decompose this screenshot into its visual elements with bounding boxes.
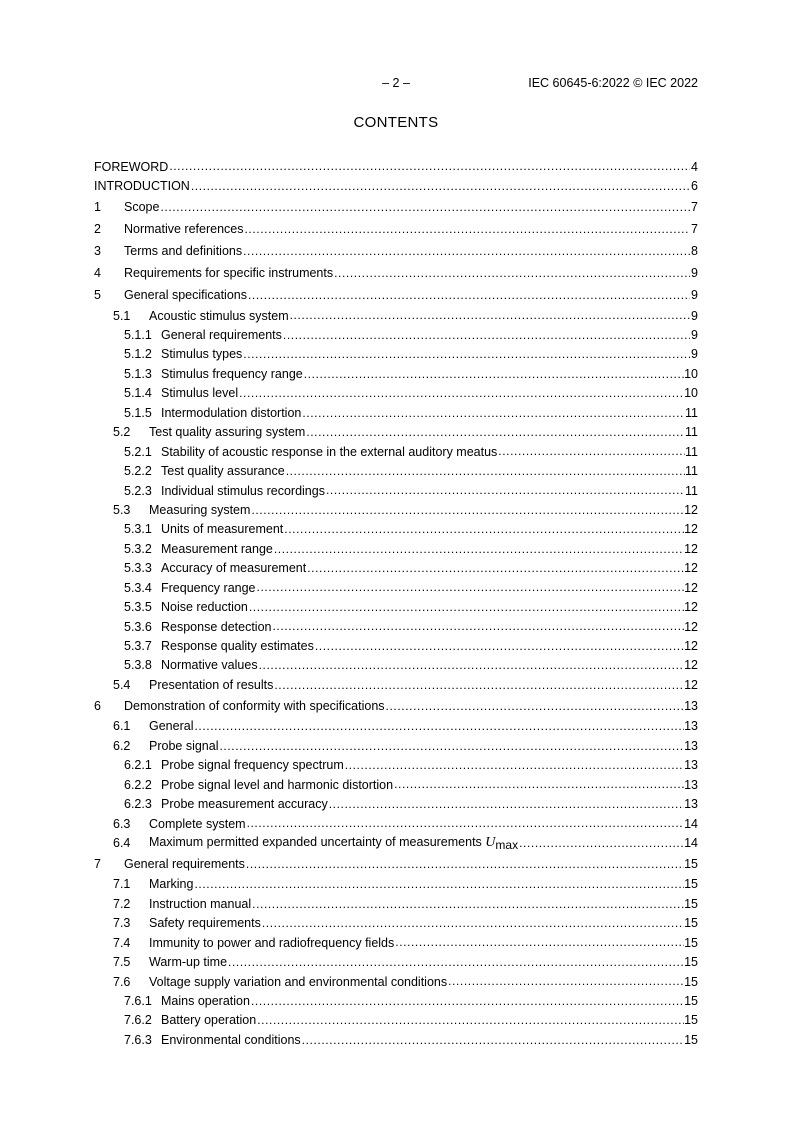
toc-entry-title [124,244,242,258]
toc-entry-title [124,200,159,214]
toc-entry[interactable] [94,384,698,403]
uncertainty-symbol: U [485,834,496,850]
toc-entry[interactable] [94,675,698,694]
toc-entry-number: 5.2.2 [124,464,152,479]
toc-entry[interactable] [94,423,698,442]
toc-entry-page: 12 [684,639,698,654]
toc-entry[interactable] [94,461,698,480]
toc-entry-title-text: Frequency range [161,580,256,595]
page-number: – 2 – [382,76,410,90]
toc-entry-title [161,484,325,498]
toc-entry[interactable] [94,695,698,717]
toc-entry-title-text: Stability of acoustic response in the external auditory meatus [161,444,498,459]
toc-entry-number: 7.6.2 [124,1013,152,1028]
toc-entry-page: 13 [684,719,698,734]
toc-entry-title [161,445,497,459]
toc-entry-number: 6.3 [113,816,131,831]
dot-leader [159,196,690,218]
toc-entry-number: 6.4 [113,835,131,850]
uncertainty-symbol-subscript: max [495,837,519,852]
toc-entry-title-text: Measurement range [161,541,273,556]
toc-entry-number: 7.5 [113,955,131,970]
toc-entry-number: 6.2.3 [124,797,152,812]
toc-entry-page: 12 [684,502,698,517]
dot-leader [258,656,685,675]
dot-leader [301,403,685,422]
toc-entry-title [149,936,394,950]
toc-entry[interactable] [94,717,698,736]
toc-entry-number: 6 [94,698,101,713]
dot-leader [246,814,685,833]
toc-entry-page: 15 [684,935,698,950]
toc-entry-title-text: Accuracy of measurement [161,561,307,576]
toc-entry-title-text: Battery operation [161,1013,257,1028]
toc-entry-title [149,503,250,517]
toc-entry-title-text: Noise reduction [161,600,248,615]
toc-entry-number: 5.2.3 [124,483,152,498]
toc-entry-page: 12 [684,541,698,556]
dot-leader [325,481,685,500]
toc-entry[interactable] [94,262,698,284]
toc-entry-page: 15 [684,1032,698,1047]
toc-entry-title-text: Normative references [124,221,244,236]
toc-entry[interactable] [94,284,698,306]
toc-entry[interactable] [94,176,698,195]
toc-entry[interactable] [94,481,698,500]
toc-entry-page: 11 [685,405,698,420]
toc-entry[interactable] [94,894,698,913]
dot-leader [289,306,690,325]
dot-leader [250,500,684,519]
toc-entry-title-text: Scope [124,199,160,214]
toc-entry-title [161,464,285,478]
toc-entry-title [124,699,385,713]
toc-entry-title [161,367,303,381]
toc-entry[interactable] [94,875,698,894]
dot-leader [333,262,690,284]
toc-entry-number: 7.6 [113,974,131,989]
toc-entry[interactable] [94,520,698,539]
dot-leader [285,461,685,480]
toc-entry-page: 15 [684,916,698,931]
toc-entry[interactable] [94,196,698,218]
toc-entry[interactable] [94,218,698,240]
toc-entry-page: 12 [684,619,698,634]
toc-entry[interactable] [94,656,698,675]
toc-entry-page: 15 [684,974,698,989]
dot-leader [518,833,684,852]
toc-entry-title [161,542,273,556]
toc-entry-title [161,581,256,595]
toc-entry-number: 7.6.3 [124,1032,152,1047]
toc-entry-title-text: Test quality assuring system [149,425,306,440]
toc-entry-title-text: Demonstration of conformity with specifications [124,698,385,713]
toc-entry-number: 5.3.3 [124,561,152,576]
toc-entry-number: 5.3.4 [124,580,152,595]
toc-entry-number: 5.3.6 [124,619,152,634]
toc-entry-number: 6.2.1 [124,758,152,773]
dot-leader [328,794,684,813]
dot-leader [306,559,684,578]
dot-leader [251,894,684,913]
toc-entry-title [149,955,227,969]
toc-entry-title [149,309,289,323]
toc-entry-number: 5.1.3 [124,366,152,381]
toc-entry-title-text: Response detection [161,619,272,634]
toc-entry[interactable] [94,952,698,971]
toc-entry-title [161,406,301,420]
toc-entry-page: 11 [685,483,698,498]
toc-entry-number: 4 [94,265,101,280]
toc-entry-title [149,877,193,891]
toc-entry-page: 13 [684,797,698,812]
dot-leader [283,520,684,539]
toc-entry-number: 5.2.1 [124,444,152,459]
toc-entry-number: 6.1 [113,719,131,734]
toc-entry-page: 12 [684,580,698,595]
dot-leader [385,695,685,717]
toc-entry-title-text: General requirements [124,856,245,871]
toc-entry-title [161,758,344,772]
contents-title: CONTENTS [353,114,439,131]
toc-entry-title [161,600,248,614]
toc-entry-page: 15 [684,1013,698,1028]
toc-entry-number: 5.3.7 [124,639,152,654]
toc-entry[interactable] [94,500,698,519]
toc-entry[interactable] [94,325,698,344]
dot-leader [273,675,684,694]
toc-entry-number: 7.6.1 [124,994,152,1009]
toc-entry-title-text: Measuring system [149,502,251,517]
toc-entry-number: 5 [94,287,101,302]
toc-entry-title-text: Stimulus level [161,386,239,401]
toc-entry[interactable] [94,240,698,262]
toc-entry-title [149,975,447,989]
toc-entry[interactable] [94,559,698,578]
toc-entry-title-text: Intermodulation distortion [161,405,302,420]
toc-entry-number: 6.2.2 [124,777,152,792]
dot-leader [273,539,684,558]
toc-entry-title-text: Acoustic stimulus system [149,308,289,323]
toc-entry-page: 15 [684,856,698,871]
toc-entry-number: 5.3 [113,502,131,517]
toc-entry-title-text: Stimulus types [161,347,243,362]
dot-leader [193,875,684,894]
toc-entry-number: 7 [94,856,101,871]
toc-entry[interactable] [94,794,698,813]
toc-entry-title-text: General requirements [161,328,282,343]
toc-entry-number: 2 [94,221,101,236]
toc-entry-page: 15 [684,955,698,970]
toc-entry[interactable] [94,617,698,636]
toc-entry[interactable] [94,853,698,875]
toc-entry-title [161,1013,256,1027]
toc-entry-title-text: Probe signal [149,738,219,753]
toc-entry-page: 8 [691,243,698,258]
toc-entry-page: 13 [684,698,698,713]
toc-entry-title-text: Probe measurement accuracy [161,797,328,812]
dot-leader [245,853,684,875]
toc-entry-title [149,719,193,733]
toc-entry-title-text: Units of measurement [161,522,284,537]
dot-leader [242,345,690,364]
toc-entry-page: 12 [684,677,698,692]
toc-entry[interactable] [94,833,698,852]
toc-entry-number: 5.1 [113,308,131,323]
toc-entry-title-text: Individual stimulus recordings [161,483,325,498]
toc-entry-title [161,522,283,536]
dot-leader [190,176,690,195]
toc-entry-title-text: Voltage supply variation and environmental conditions [149,974,448,989]
toc-entry-page: 9 [691,328,698,343]
toc-entry-title-text: INTRODUCTION [94,179,190,194]
toc-entry-title [149,425,305,439]
toc-entry-title [161,386,238,400]
toc-entry-title [149,678,273,692]
toc-entry-title [161,994,250,1008]
toc-entry-number: 3 [94,243,101,258]
toc-entry[interactable] [94,736,698,755]
toc-entry-title-text: Complete system [149,816,246,831]
dot-leader [447,972,684,991]
toc-entry[interactable] [94,539,698,558]
toc-entry-page: 11 [685,444,698,459]
toc-entry-title-text: Warm-up time [149,955,228,970]
toc-entry-title-text: Requirements for specific instruments [124,265,334,280]
table-of-contents [94,157,698,1050]
dot-leader [250,991,684,1010]
dot-leader [393,775,684,794]
dot-leader [227,952,684,971]
toc-entry[interactable] [94,157,698,176]
toc-entry-page: 13 [684,777,698,792]
toc-entry-page: 12 [684,658,698,673]
toc-entry-page: 12 [684,561,698,576]
toc-entry-title [124,288,247,302]
dot-leader [261,914,684,933]
dot-leader [314,636,684,655]
toc-entry-page: 7 [691,221,698,236]
toc-entry[interactable] [94,1030,698,1049]
toc-entry-page: 10 [684,386,698,401]
toc-entry-title-text: Stimulus frequency range [161,366,303,381]
toc-entry[interactable] [94,756,698,775]
dot-leader [168,157,690,176]
toc-entry-title [94,179,190,193]
dot-leader [394,933,684,952]
toc-entry-title [149,835,518,851]
toc-entry[interactable] [94,345,698,364]
toc-entry-number: 1 [94,199,101,214]
toc-entry-number: 5.1.1 [124,328,152,343]
toc-entry-page: 14 [684,816,698,831]
toc-entry-title-text: Test quality assurance [161,464,285,479]
toc-entry-number: 5.1.4 [124,386,152,401]
toc-entry-title-text: Marking [149,877,194,892]
dot-leader [256,1011,684,1030]
toc-entry-page: 13 [684,758,698,773]
toc-entry-title [124,857,245,871]
toc-entry-number: 6.2 [113,738,131,753]
toc-entry-title [149,916,261,930]
toc-entry-page: 15 [684,896,698,911]
toc-entry-title [161,347,242,361]
toc-entry-page: 11 [685,464,698,479]
toc-entry-title [124,266,333,280]
toc-entry-title-text: Terms and definitions [124,243,243,258]
dot-leader [193,717,684,736]
dot-leader [247,284,690,306]
toc-entry[interactable] [94,1011,698,1030]
toc-entry-title-text: Response quality estimates [161,639,314,654]
toc-entry-number: 7.2 [113,896,131,911]
toc-entry-number: 7.3 [113,916,131,931]
toc-entry-page: 9 [691,287,698,302]
toc-entry-title-text: Instruction manual [149,896,252,911]
toc-entry-title-text: General [149,719,194,734]
dot-leader [242,240,690,262]
toc-entry[interactable] [94,933,698,952]
toc-entry-page: 9 [691,347,698,362]
dot-leader [256,578,685,597]
toc-entry-title-text: Probe signal level and harmonic distortion [161,777,394,792]
dot-leader [219,736,685,755]
dot-leader [497,442,685,461]
toc-entry[interactable] [94,914,698,933]
toc-entry-page: 13 [684,738,698,753]
toc-entry-page: 9 [691,265,698,280]
toc-entry-title [149,817,246,831]
toc-entry-number: 5.3.1 [124,522,152,537]
toc-entry-title [161,639,314,653]
toc-entry-page: 4 [691,159,698,174]
toc-entry-page: 6 [691,179,698,194]
toc-entry-title [94,160,168,174]
toc-entry-number: 5.4 [113,677,131,692]
toc-entry-number: 7.4 [113,935,131,950]
toc-entry-page: 12 [684,600,698,615]
toc-entry-page: 15 [684,877,698,892]
toc-entry-title [161,778,393,792]
dot-leader [238,384,684,403]
toc-entry-title-text: General specifications [124,287,247,302]
toc-entry-title-text: Environmental conditions [161,1032,301,1047]
toc-entry-page: 7 [691,199,698,214]
toc-entry-number: 5.3.8 [124,658,152,673]
toc-entry[interactable] [94,306,698,325]
toc-entry-number: 5.1.5 [124,405,152,420]
dot-leader [244,218,691,240]
toc-entry-title [161,561,306,575]
toc-entry[interactable] [94,578,698,597]
dot-leader [272,617,685,636]
toc-entry[interactable] [94,636,698,655]
toc-entry[interactable] [94,972,698,991]
toc-entry-number: 5.2 [113,425,131,440]
toc-entry[interactable] [94,814,698,833]
dot-leader [305,423,685,442]
toc-entry-title-text: Probe signal frequency spectrum [161,758,344,773]
toc-entry[interactable] [94,364,698,383]
toc-entry-title [161,328,282,342]
toc-entry-title [161,658,258,672]
toc-entry-number: 7.1 [113,877,131,892]
standard-reference: IEC 60645-6:2022 © IEC 2022 [528,76,698,90]
toc-entry[interactable] [94,442,698,461]
dot-leader [303,364,684,383]
toc-entry-title [161,797,328,811]
page-header [94,76,698,92]
dot-leader [344,756,684,775]
toc-entry-page: 12 [684,522,698,537]
dot-leader [248,597,684,616]
toc-entry-title-text: Safety requirements [149,916,261,931]
toc-entry-title [149,897,251,911]
toc-entry-number: 5.3.2 [124,541,152,556]
toc-entry-number: 5.1.2 [124,347,152,362]
toc-entry-title [124,222,244,236]
toc-entry-number: 5.3.5 [124,600,152,615]
toc-entry-title-text: Mains operation [161,994,250,1009]
toc-entry-title [149,739,219,753]
toc-entry-title [161,1033,301,1047]
toc-entry[interactable] [94,597,698,616]
toc-entry[interactable] [94,403,698,422]
toc-entry-page: 10 [684,366,698,381]
toc-entry-page: 11 [685,425,698,440]
toc-entry-title-text: Presentation of results [149,677,274,692]
toc-entry-title-text: Maximum permitted expanded uncertainty of measurements [149,834,486,849]
toc-entry-title-text: Immunity to power and radiofrequency fields [149,935,395,950]
toc-entry-page: 9 [691,308,698,323]
toc-entry-page: 15 [684,994,698,1009]
toc-entry-page: 14 [684,835,698,850]
toc-entry[interactable] [94,775,698,794]
toc-entry[interactable] [94,991,698,1010]
toc-entry-title-text: FOREWORD [94,159,169,174]
toc-entry-title-text: Normative values [161,658,258,673]
toc-entry-title [161,620,272,634]
dot-leader [282,325,690,344]
dot-leader [301,1030,684,1049]
